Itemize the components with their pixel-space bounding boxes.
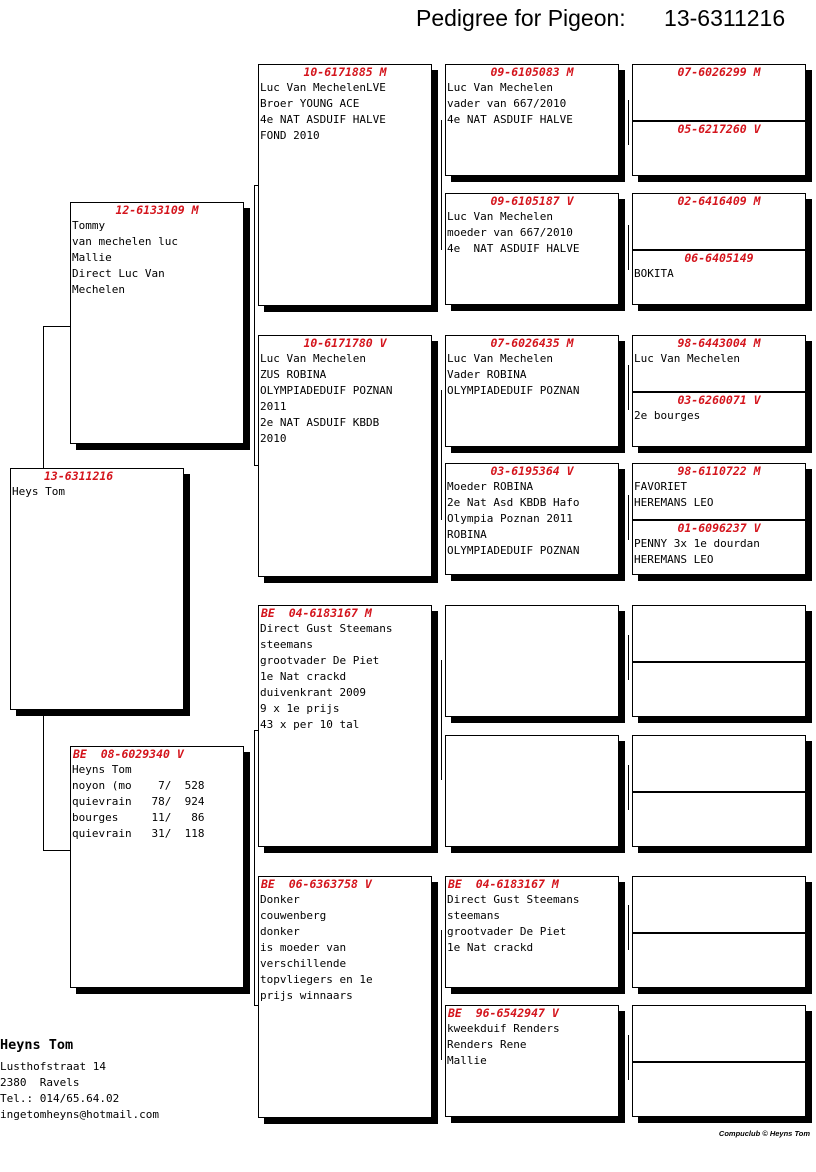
ring-number: BE 06-6363758 V	[261, 877, 372, 891]
gen4-card	[445, 64, 619, 176]
gen4-card-empty	[445, 735, 619, 847]
connector	[43, 850, 70, 851]
pigeon-info: Donker	[260, 893, 300, 906]
footer-credit: Compuclub © Heyns Tom	[718, 1129, 810, 1138]
pigeon-info: ROBINA	[447, 528, 487, 541]
gen5-card	[632, 335, 806, 392]
pigeon-info: van mechelen luc	[72, 235, 178, 248]
pigeon-info: OLYMPIADEDUIF POZNAN	[447, 384, 580, 397]
gen5-card-empty	[632, 792, 806, 847]
pigeon-info: 43 x per 10 tal	[260, 718, 360, 731]
gen4-card	[445, 463, 619, 575]
ring-number: 10-6171885 M	[303, 65, 387, 79]
ring-number: 13-6311216	[44, 469, 114, 483]
pigeon-info: donker	[260, 925, 300, 938]
pigeon-info: HEREMANS LEO	[634, 496, 714, 509]
pigeon-info: Mallie	[72, 251, 112, 264]
gen5-card	[632, 520, 806, 575]
ring-number: 98-6443004 M	[677, 336, 761, 350]
pigeon-info: HEREMANS LEO	[634, 553, 714, 566]
pigeon-info: Luc Van MechelenLVE	[260, 81, 386, 94]
ring-number: 06-6405149	[684, 251, 754, 265]
gen5-card-empty	[632, 735, 806, 792]
pigeon-info: verschillende	[260, 957, 347, 970]
gen5-card-empty	[632, 876, 806, 933]
gen3-card	[258, 876, 432, 1118]
gen5-card	[632, 121, 806, 176]
owner-city: 2380 Ravels	[0, 1076, 80, 1089]
ring-number: 07-6026299 M	[677, 65, 761, 79]
gen5-card	[632, 193, 806, 250]
connector	[441, 930, 442, 1060]
gen4-card	[445, 193, 619, 305]
pigeon-info: BOKITA	[634, 267, 674, 280]
page-title: Pedigree for Pigeon: 13-6311216	[416, 5, 786, 31]
pigeon-info: Mallie	[447, 1054, 487, 1067]
pigeon-info: Luc Van Mechelen	[447, 210, 553, 223]
gen5-card	[632, 64, 806, 121]
ring-number: 09-6105187 V	[490, 194, 574, 208]
pigeon-info: FAVORIET	[634, 480, 687, 493]
ring-number: BE 08-6029340 V	[73, 747, 184, 761]
connector	[43, 326, 70, 327]
connector	[628, 495, 629, 540]
pigeon-info: vader van 667/2010	[447, 97, 567, 110]
ring-number: BE 04-6183167 M	[448, 877, 559, 891]
pigeon-info: OLYMPIADEDUIF POZNAN	[260, 384, 393, 397]
ring-number: 01-6096237 V	[677, 521, 761, 535]
gen4-card	[445, 335, 619, 447]
ring-number: BE 04-6183167 M	[261, 606, 372, 620]
pigeon-info: OLYMPIADEDUIF POZNAN	[447, 544, 580, 557]
pigeon-info: Mechelen	[72, 283, 125, 296]
connector	[441, 120, 442, 250]
race-result: noyon (mo 7/ 528	[72, 779, 205, 792]
pigeon-info: is moeder van	[260, 941, 347, 954]
pigeon-info: Luc Van Mechelen	[634, 352, 740, 365]
ring-number: 02-6416409 M	[677, 194, 761, 208]
pigeon-info: Moeder ROBINA	[447, 480, 534, 493]
connector	[628, 365, 629, 410]
pigeon-info: 1e Nat crackd	[260, 670, 347, 683]
connector	[254, 185, 255, 465]
ring-number: 98-6110722 M	[677, 464, 761, 478]
gen4-card-empty	[445, 605, 619, 717]
gen4-card	[445, 876, 619, 988]
race-result: quievrain 78/ 924	[72, 795, 205, 808]
pigeon-info: ZUS ROBINA	[260, 368, 327, 381]
owner-phone: Tel.: 014/65.64.02	[0, 1092, 120, 1105]
connector	[628, 765, 629, 810]
pigeon-info: Renders Rene	[447, 1038, 527, 1051]
pigeon-info: FOND 2010	[260, 129, 320, 142]
pigeon-info: Olympia Poznan 2011	[447, 512, 573, 525]
pigeon-info: Tommy	[72, 219, 106, 232]
pigeon-info: 4e NAT ASDUIF HALVE	[447, 242, 580, 255]
connector	[254, 730, 255, 1005]
connector	[43, 326, 44, 468]
pigeon-info: steemans	[260, 638, 313, 651]
pigeon-info: duivenkrant 2009	[260, 686, 366, 699]
pigeon-info: 2e NAT ASDUIF KBDB	[260, 416, 380, 429]
pigeon-info: kweekduif Renders	[447, 1022, 560, 1035]
pigeon-info: 4e NAT ASDUIF HALVE	[447, 113, 573, 126]
race-result: quievrain 31/ 118	[72, 827, 205, 840]
pigeon-info: Direct Luc Van	[72, 267, 165, 280]
ring-number: BE 96-6542947 V	[448, 1006, 559, 1020]
gen4-card	[445, 1005, 619, 1117]
pigeon-info: 2011	[260, 400, 287, 413]
owner-name: Heyns Tom	[0, 1037, 74, 1053]
pigeon-info: 9 x 1e prijs	[260, 702, 340, 715]
pigeon-info: Broer YOUNG ACE	[260, 97, 360, 110]
pigeon-info: 2e Nat Asd KBDB Hafo	[447, 496, 580, 509]
ring-number: 09-6105083 M	[490, 65, 574, 79]
pigeon-info: grootvader De Piet	[260, 654, 380, 667]
sire-card	[70, 202, 244, 444]
pigeon-info: prijs winnaars	[260, 989, 353, 1002]
owner-street: Lusthofstraat 14	[0, 1060, 106, 1073]
gen5-card-empty	[632, 1005, 806, 1062]
gen5-card	[632, 250, 806, 305]
pigeon-info: couwenberg	[260, 909, 327, 922]
ring-number: 07-6026435 M	[490, 336, 574, 350]
ring-number: 10-6171780 V	[303, 336, 387, 350]
ring-number: 05-6217260 V	[677, 122, 761, 136]
pigeon-info: Luc Van Mechelen	[260, 352, 366, 365]
pigeon-info: 2e bourges	[634, 409, 701, 422]
pigeon-info: grootvader De Piet	[447, 925, 567, 938]
gen5-card-empty	[632, 933, 806, 988]
pigeon-info: PENNY 3x 1e dourdan	[634, 537, 760, 550]
connector	[628, 635, 629, 680]
gen5-card	[632, 392, 806, 447]
ring-number: 12-6133109 M	[115, 203, 199, 217]
connector	[628, 225, 629, 270]
pigeon-info: Luc Van Mechelen	[447, 81, 553, 94]
race-result: bourges 11/ 86	[72, 811, 205, 824]
pigeon-info: 1e Nat crackd	[447, 941, 534, 954]
pigeon-info: steemans	[447, 909, 500, 922]
pigeon-info: topvliegers en 1e	[260, 973, 373, 986]
gen3-card	[258, 605, 432, 847]
connector	[628, 1035, 629, 1080]
ring-number: 03-6260071 V	[677, 393, 761, 407]
connector	[441, 390, 442, 520]
owner-email: ingetomheyns@hotmail.com	[0, 1108, 159, 1121]
connector	[441, 660, 442, 780]
pigeon-info: 2010	[260, 432, 287, 445]
ring-number: 03-6195364 V	[490, 464, 574, 478]
pigeon-info: Luc Van Mechelen	[447, 352, 553, 365]
pigeon-info: Direct Gust Steemans	[447, 893, 580, 906]
connector	[628, 905, 629, 950]
dam-card	[70, 746, 244, 988]
pigeon-info: Vader ROBINA	[447, 368, 527, 381]
gen5-card	[632, 463, 806, 520]
pigeon-info: Heys Tom	[12, 485, 65, 498]
gen5-card-empty	[632, 605, 806, 662]
pigeon-info: Heyns Tom	[72, 763, 132, 776]
gen5-card-empty	[632, 662, 806, 717]
subject-card	[10, 468, 184, 710]
connector	[43, 712, 44, 850]
gen3-card	[258, 64, 432, 306]
connector	[628, 100, 629, 145]
pigeon-info: 4e NAT ASDUIF HALVE	[260, 113, 386, 126]
pigeon-info: Direct Gust Steemans	[260, 622, 393, 635]
pigeon-info: moeder van 667/2010	[447, 226, 573, 239]
title-pigeon-id: 13-6311216	[664, 5, 786, 31]
gen5-card-empty	[632, 1062, 806, 1117]
gen3-card	[258, 335, 432, 577]
